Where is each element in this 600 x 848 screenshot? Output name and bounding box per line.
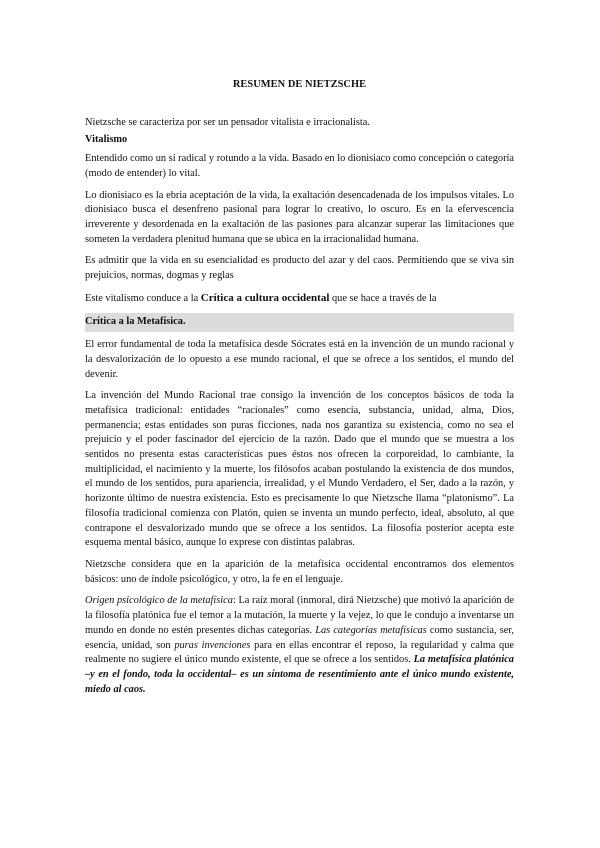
vitalismo-paragraph-3: Es admitir que la vida en su esencialidad es producto del azar y del caos. Permitiendo que se viva sin prejuicios, normas, dogmas y reglas <box>85 255 514 282</box>
critica-paragraph-1: El error fundamental de toda la metafísica desde Sócrates está en la invención de un mundo racional y la desvalorización de lo opuesto a ese mundo racional, el que se ofrece a los sentidos, el mundo del devenir. <box>85 339 514 380</box>
intro-paragraph: Nietzsche se caracteriza por ser un pensador vitalista e irracionalista. <box>85 116 370 128</box>
vitalismo-paragraph-2: Lo dionisiaco es la ebria aceptación de la vida, la exaltación desencadenada de los impulsos vitales. Lo dionisiaco busca el desenfreno pasional para lograr lo creativo, lo oscuro. Es en la efervescencia irreverente y desordenada en la exaltación de las pasiones para alcanzar superar las limitaciones que someten la verdadera plenitud humana que se ubica en la irracionalidad humana. <box>85 189 514 245</box>
vitalismo-paragraph-1: Entendido como un sí radical y rotundo a la vida. Basado en lo dionisiaco como concepción o categoría (modo de entender) lo vital. <box>85 153 514 179</box>
p4-text-before: Este vitalismo conduce a la <box>85 292 201 304</box>
section-heading-critica: Crítica a la Metafísica. <box>85 313 514 332</box>
p4-text-2: como sustancia, ser, esencia, unidad, son <box>85 624 514 651</box>
p4-text-1: : La raíz moral (inmoral, dirá Nietzsche) que motivó la aparición de la filosofía platónica fue el temor a la mutación, la muerte y la vejez, lo que le condujo a inventarse un mundo en donde no estén presentes dichas categorías. <box>85 595 514 636</box>
critica-paragraph-3: Nietzsche considera que en la aparición de la metafísica occidental encontramos dos elementos básicos: uno de índole psicológico, y otro, la fe en el lenguaje. <box>85 558 514 585</box>
vitalismo-paragraph-4 <box>85 291 514 307</box>
critica-paragraph-2: La invención del Mundo Racional trae consigo la invención de los conceptos básicos de toda la metafísica tradicional: entidades “racionales” como esencia, substancia, unidad, alma, Dios, permanencia; estas entidades son puras ficciones, nada nos garantiza su existencia, como no sea el prejuicio y el poder fascinador del ejercicio de la razón. Dado que el mundo que se muestra a los sentidos no presenta estas características pues éstos nos ofrecen la corporeidad, lo cambiante, la multiplicidad, el nacimiento y la muerte, los filósofos acaban postulando la existencia de dos mundos, el mundo de los sentidos, pura apariencia, irrealidad, y el Mundo Verdadero, el Ser, dado a la razón, y horizonte último de nuestra existencia. Esto es precisamente lo que Nietzsche llama “platonismo”. La filosofía tradicional comienza con Platón, quien se inventa un mundo perfecto, ideal, absoluto, al que contrapone el desvalorizado mundo que se ofrece a los sentidos. La filosofía posterior acepta este esquema mental básico, aunque lo exprese con distintas palabras. <box>85 390 514 549</box>
p4-italic-origen: Origen psicológico de la metafísica <box>85 595 233 607</box>
document-page <box>85 78 514 704</box>
section-heading-vitalismo: Vitalismo <box>85 134 128 146</box>
critica-paragraph-4 <box>85 594 514 697</box>
p4-bold-phrase: Crítica a cultura occidental <box>200 291 330 304</box>
p4-text-3: para en ellas encontrar el reposo, la regularidad y calma que realmente no sugiere el único mundo existente, el que se ofrece a los sentidos. <box>85 639 514 666</box>
p4-italic-invenciones: puras invenciones <box>174 639 251 651</box>
document-title: RESUMEN DE NIETZSCHE <box>232 79 367 90</box>
p4-bold-italic-conclusion: La metafísica platónica –y en el fondo, toda la occidental– es un síntoma de resentimiento ante el único mundo existente, miedo al caos. <box>85 654 514 695</box>
p4-text-after: que se hace a través de la <box>329 292 437 304</box>
p4-italic-categorias: Las categorías metafísicas <box>315 624 427 636</box>
